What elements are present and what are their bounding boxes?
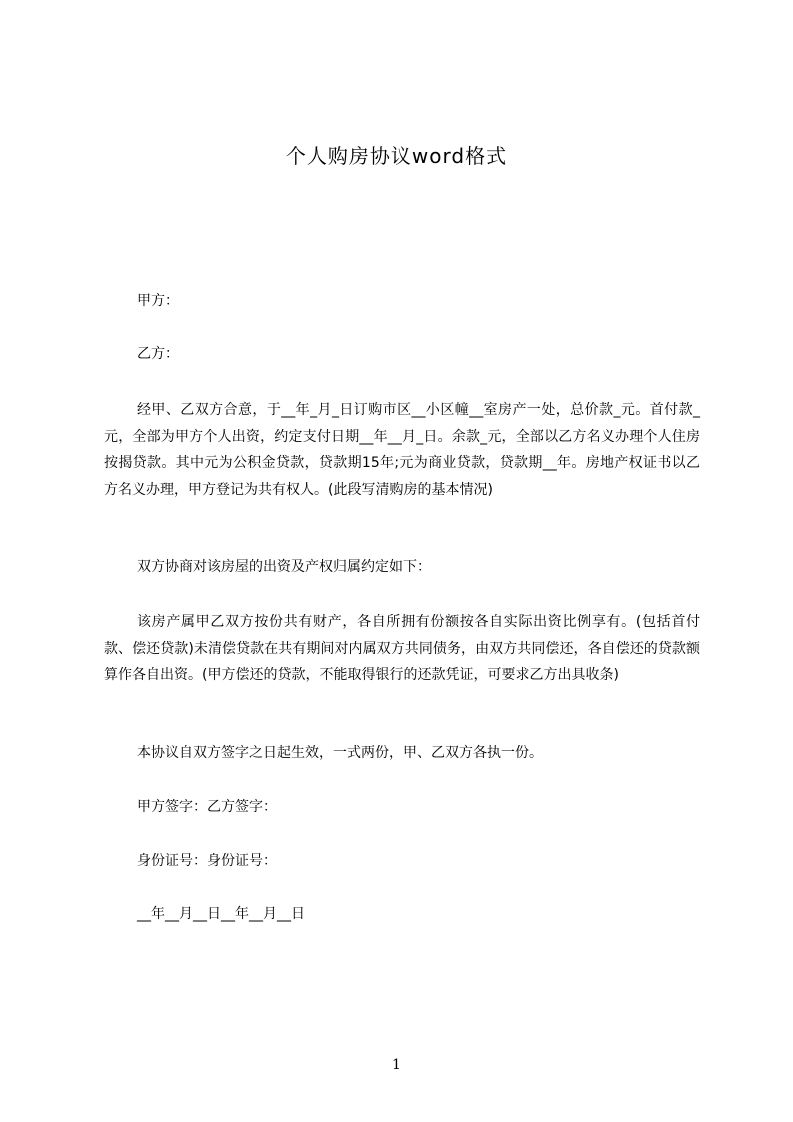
ownership-terms-paragraph: 该房产属甲乙双方按份共有财产，各自所拥有份额按各自实际出资比例享有。(包括首付款、偿还贷款)未清偿贷款在共有期间对内属双方共同债务，由双方共同偿还，各自偿还的贷款额算作各自出资。(甲方偿还的贷款，不能取得银行的还款凭证，可要求乙方出具收条) (104, 614, 700, 683)
party-a-label: 甲方： (137, 293, 179, 309)
page-number: 1 (392, 1057, 401, 1073)
party-b-label: 乙方： (137, 346, 179, 362)
agreement-intro-paragraph: 双方协商对该房屋的出资及产权归属约定如下： (137, 559, 431, 575)
id-number-line: 身份证号：身份证号： (137, 853, 277, 869)
signature-line: 甲方签字：乙方签字： (137, 799, 277, 815)
document-title: 个人购房协议word格式 (285, 144, 508, 168)
effective-clause: 本协议自双方签字之日起生效，一式两份，甲、乙双方各执一份。 (137, 745, 543, 761)
date-line: __年__月__日__年__月__日 (137, 906, 305, 922)
purchase-details-paragraph: 经甲、乙双方合意，于__年_月_日订购市区__小区幢__室房产一处，总价款_元。首付款_元，全部为甲方个人出资，约定支付日期__年__月_日。余款_元，全部以乙方名义办理个人住房按揭贷款。其中元为公积金贷款，贷款期15年;元为商业贷款，贷款期__年。房地产权证书以乙方名义办理，甲方登记为共有权人。(此段写清购房的基本情况) (104, 402, 700, 498)
